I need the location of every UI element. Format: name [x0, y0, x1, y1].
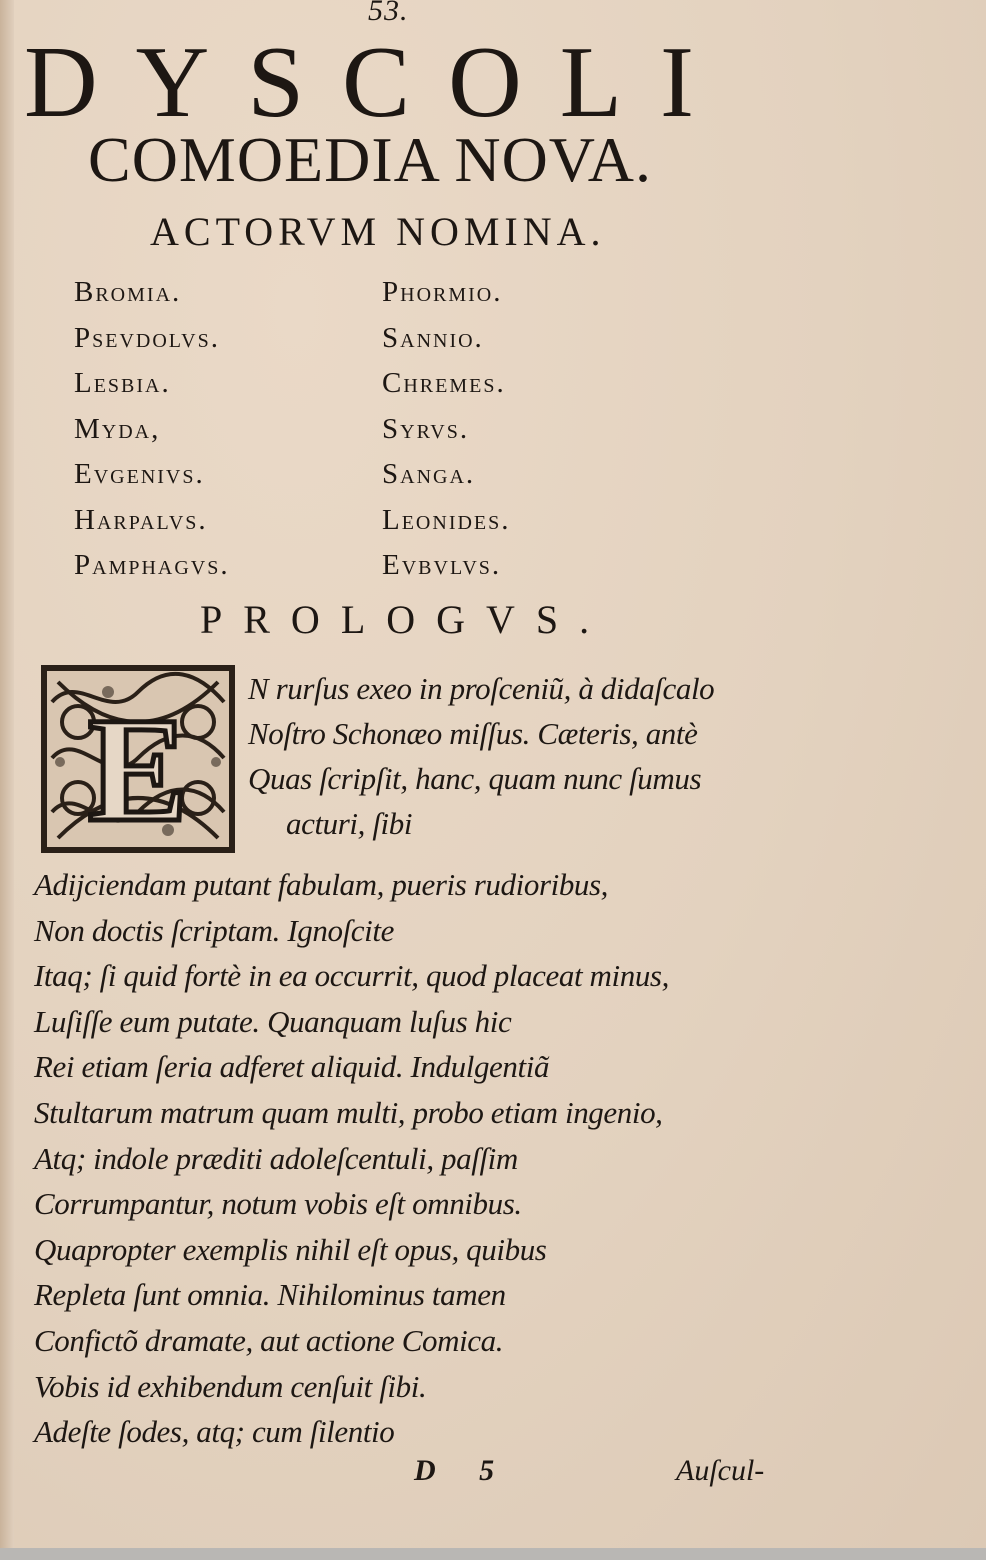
initial-letter: E [87, 687, 189, 853]
prologue-heading: PROLOGVS. [200, 597, 611, 642]
actor-name: Chremes. [382, 367, 506, 399]
verse-block-first [248, 666, 714, 846]
page-number: 53. [368, 0, 409, 27]
title-dyscoli: DYSCOLI [24, 26, 733, 139]
verse-line: Repleta ſunt omnia. Nihilominus tamen [34, 1277, 506, 1313]
verse-line: Rei etiam ſeria adferet aliquid. Indulgentiã [34, 1049, 550, 1085]
verse-line: acturi, ſibi [286, 806, 413, 841]
actor-name: Bromia. [74, 276, 182, 308]
actor-name: Harpalvs. [74, 503, 208, 536]
verse-line: Adijciendam putant fabulam, pueris rudioribus, [34, 867, 609, 902]
actors-list-right [382, 270, 511, 589]
decorated-initial-e [38, 662, 238, 856]
actors-heading: ACTORVM NOMINA. [150, 209, 606, 254]
verse-line: Corrumpantur, notum vobis eſt omnibus. [34, 1186, 522, 1222]
verse-line: Non doctis ſcriptam. Ignoſcite [34, 912, 394, 948]
signature-mark: D 5 [414, 1454, 513, 1487]
verse-line: Atq; indole præditi adoleſcentuli, paſſim [34, 1140, 518, 1176]
actor-name: Pamphagvs. [74, 549, 230, 581]
actor-name: Leonides. [382, 503, 511, 536]
actor-name: Evbvlvs. [382, 549, 502, 581]
actor-name: Sanga. [382, 458, 476, 490]
actor-name: Lesbia. [74, 367, 171, 399]
actor-name: Evgenivs. [74, 458, 205, 490]
actor-name: Sannio. [382, 321, 484, 354]
verse-line: Itaq; ſi quid fortè in ea occurrit, quod placeat minus, [34, 958, 669, 994]
verse-line: Vobis id exhibendum cenſuit ſibi. [34, 1368, 427, 1404]
verse-line: Luſiſſe eum putate. Quanquam luſus hic [34, 1003, 512, 1039]
verse-block-main [34, 862, 669, 1455]
actor-name: Myda, [74, 412, 161, 445]
actor-name: Psevdolvs. [74, 321, 220, 354]
verse-line: Confictõ dramate, aut actione Comica. [34, 1322, 504, 1358]
catchword: Auſcul- [676, 1454, 765, 1487]
actors-list-left [74, 270, 230, 589]
verse-line: N rurſus exeo in proſceniũ, à didaſcalo [248, 671, 715, 706]
verse-line: Quas ſcripſit, hanc, quam nunc ſumus [248, 761, 702, 796]
verse-line: Adeſte ſodes, atq; cum ſilentio [34, 1414, 395, 1450]
actor-name: Phormio. [382, 276, 503, 308]
verse-line: Quapropter exemplis nihil eſt opus, quibus [34, 1231, 547, 1267]
page-edge-shadow [0, 0, 14, 1548]
verse-line: Stultarum matrum quam multi, probo etiam ingenio, [34, 1094, 663, 1130]
subtitle-comoedia-nova: COMOEDIA NOVA. [88, 124, 652, 195]
verse-line: Noſtro Schonæo miſſus. Cæteris, antè [248, 716, 698, 751]
bottom-border [0, 1548, 986, 1560]
actor-name: Syrvs. [382, 412, 470, 445]
